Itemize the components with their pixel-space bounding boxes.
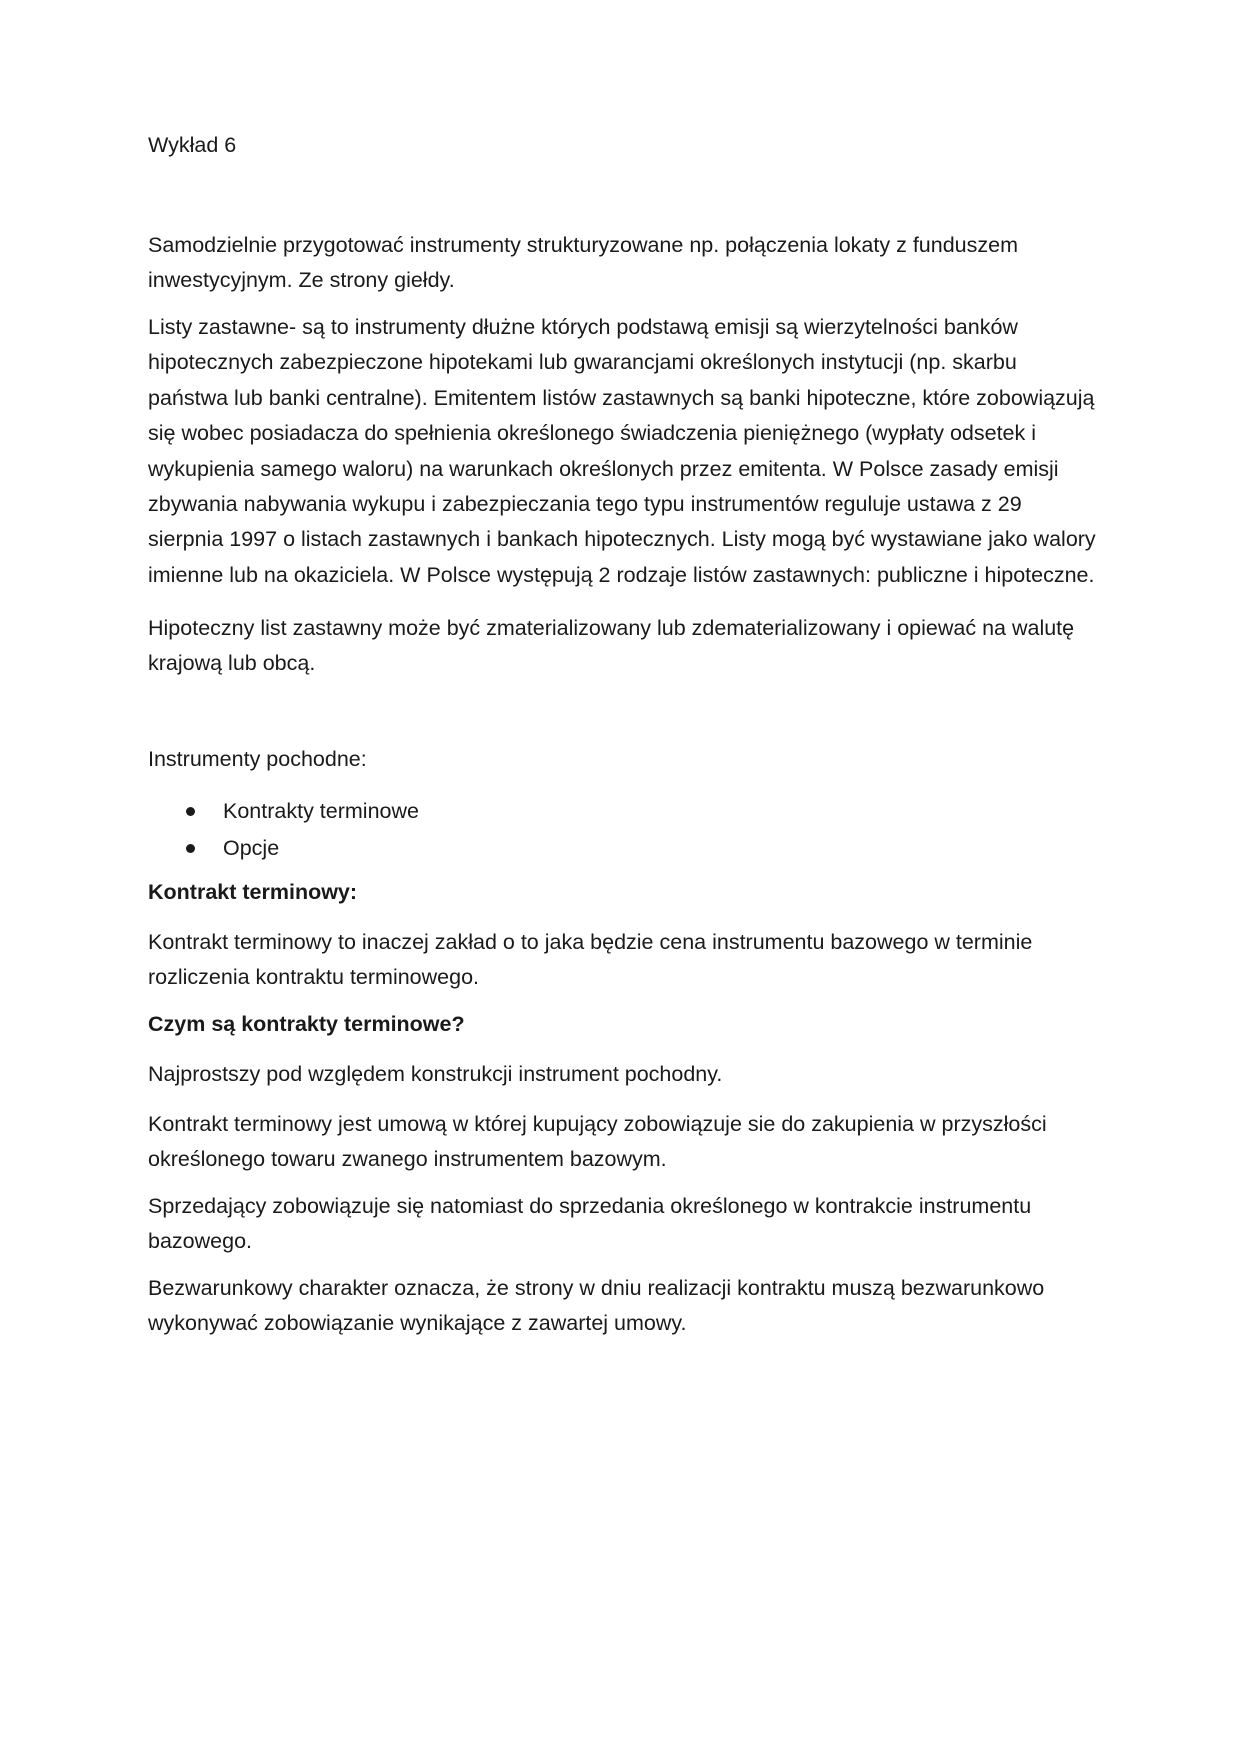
paragraph-unconditional-character: Bezwarunkowy charakter oznacza, że strony w dniu realizacji kontraktu muszą bezwarunkowo wykonywać zobowiązanie wynikające z zawartej umowy. — [148, 1276, 1045, 1336]
bullet-icon — [186, 807, 195, 816]
paragraph-futures-definition: Kontrakt terminowy to inaczej zakład o to jaka będzie cena instrumentu bazowego w terminie rozliczenia kontraktu terminowego. — [148, 930, 1033, 990]
bullet-icon — [186, 844, 195, 853]
list-item-label: Opcje — [223, 836, 280, 860]
paragraph-mortgage-bond-form: Hipoteczny list zastawny może być zmaterializowany lub zdematerializowany i opiewać na walutę krajową lub obcą. — [148, 616, 1075, 676]
paragraph-structured-instruments: Samodzielnie przygotować instrumenty strukturyzowane np. połączenia lokaty z funduszem inwestycyjnym. Ze strony giełdy. — [148, 233, 1018, 293]
paragraph-simplest-derivative: Najprostszy pod względem konstrukcji instrument pochodny. — [148, 1062, 723, 1086]
list-item-label: Kontrakty terminowe — [223, 799, 419, 823]
list-item — [148, 793, 1098, 830]
heading-what-are-futures: Czym są kontrakty terminowe? — [148, 1012, 465, 1036]
paragraph-buyer-obligation: Kontrakt terminowy jest umową w której kupujący zobowiązuje sie do zakupienia w przyszłości określonego towaru zwanego instrumentem bazowym. — [148, 1112, 1047, 1172]
paragraph-mortgage-bonds: Listy zastawne- są to instrumenty dłużne których podstawą emisji są wierzytelności banków hipotecznych zabezpieczone hipotekami lub gwarancjami określonych instytucji (np. skarbu państwa lub banki centralne). Emitentem listów zastawnych są banki hipoteczne, które zobowiązują się wobec posiadacza do spełnienia określonego świadczenia pieniężnego (wypłaty odsetek i wykupienia samego waloru) na warunkach określonych przez emitenta. W Polsce zasady emisji zbywania nabywania wykupu i zabezpieczania tego typu instrumentów reguluje ustawa z 29 sierpnia 1997 o listach zastawnych i bankach hipotecznych. Listy mogą być wystawiane jako walory imienne lub na okaziciela. W Polsce występują 2 rodzaje listów zastawnych: publiczne i hipoteczne. — [148, 315, 1096, 587]
list-item — [148, 830, 1098, 867]
paragraph-seller-obligation: Sprzedający zobowiązuje się natomiast do sprzedania określonego w kontrakcie instrumentu bazowego. — [148, 1194, 1032, 1254]
paragraph-derivatives-intro: Instrumenty pochodne: — [148, 747, 367, 771]
heading-futures-contract: Kontrakt terminowy: — [148, 880, 358, 904]
derivatives-list — [148, 793, 1098, 867]
document-title: Wykład 6 — [148, 133, 237, 157]
